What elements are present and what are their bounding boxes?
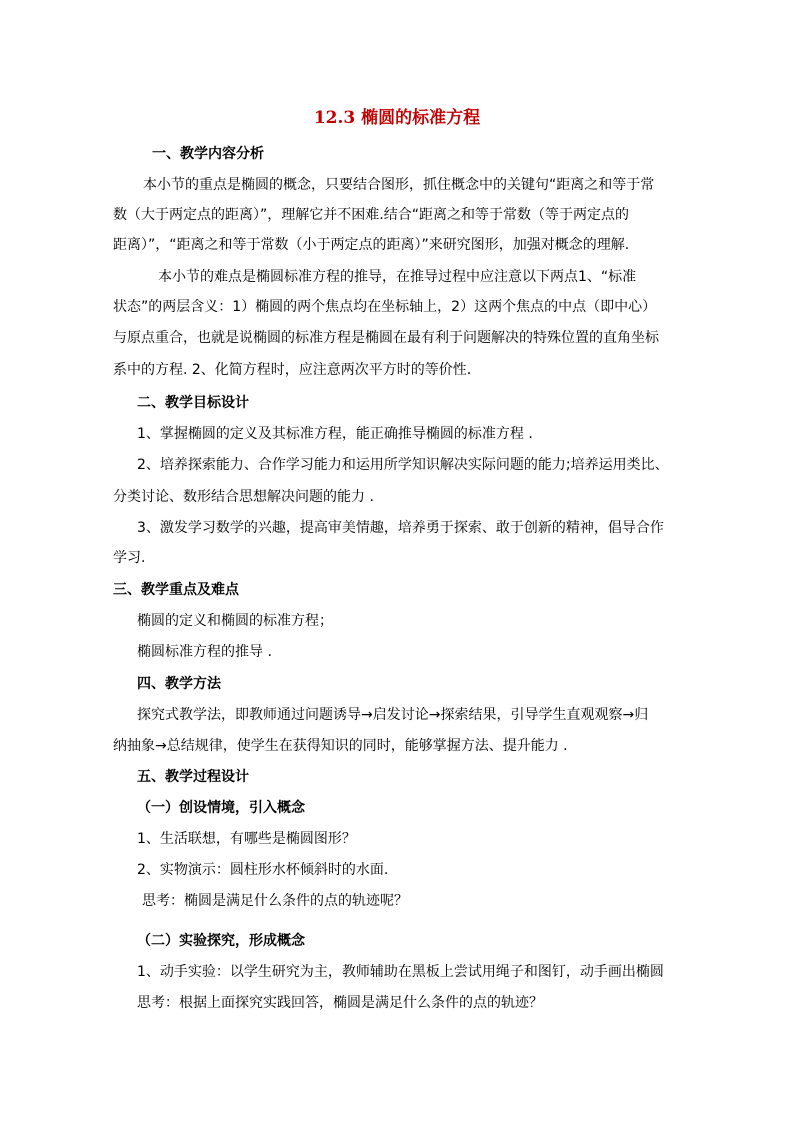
paragraph-line: 思考：椭圆是满足什么条件的点的轨迹呢？ [142, 893, 408, 909]
paragraph-line: 纳抽象→总结规律，使学生在获得知识的同时，能够掌握方法、提升能力 . [113, 738, 568, 754]
list-item: 2、培养探索能力、合作学习能力和运用所学知识解决实际问题的能力;培养运用类比、 [137, 457, 669, 473]
paragraph-line: 数（大于两定点的距离）”，理解它并不困难.结合“距离之和等于常数（等于两定点的 [113, 207, 629, 223]
section-heading-process: 五、教学过程设计 [137, 769, 249, 785]
paragraph-line: 椭圆的定义和椭圆的标准方程； [137, 613, 333, 629]
section-heading-content-analysis: 一、教学内容分析 [152, 146, 264, 162]
paragraph-line: 与原点重合，也就是说椭圆的标准方程是椭圆在最有利于问题解决的特殊位置的直角坐标 [113, 330, 659, 346]
paragraph-line: 椭圆标准方程的推导 . [137, 644, 272, 660]
page-title: 12.3 椭圆的标准方程 [313, 108, 481, 128]
list-item: 1、生活联想，有哪些是椭圆图形？ [137, 831, 356, 847]
paragraph-line: 状态”的两层含义：1）椭圆的两个焦点均在坐标轴上，2）这两个焦点的中点（即中心） [113, 299, 657, 315]
paragraph-line: 学习. [113, 550, 146, 566]
section-heading-objectives: 二、教学目标设计 [137, 395, 249, 411]
paragraph-line: 本小节的重点是椭圆的概念，只要结合图形，抓住概念中的关键句“距离之和等于常 [143, 177, 655, 193]
list-item: 1、掌握椭圆的定义及其标准方程，能正确推导椭圆的标准方程 . [137, 426, 533, 442]
subsection-heading: （二）实验探究，形成概念 [137, 933, 305, 949]
paragraph-line: 距离）”，“距离之和等于常数（小于两定点的距离）”来研究图形，加强对概念的理解. [113, 237, 630, 253]
paragraph-line: 本小节的难点是椭圆标准方程的推导，在推导过程中应注意以下两点1、“标准 [158, 269, 637, 285]
section-heading-method: 四、教学方法 [137, 676, 221, 692]
paragraph-line: 思考：根据上面探究实践回答，椭圆是满足什么条件的点的轨迹？ [137, 995, 543, 1011]
list-item: 2、实物演示：圆柱形水杯倾斜时的水面. [137, 862, 389, 878]
subsection-heading: （一）创设情境，引入概念 [137, 800, 305, 816]
list-item: 1、动手实验：以学生研究为主，教师辅助在黑板上尝试用绳子和图钉，动手画出椭圆 [137, 964, 664, 980]
list-item: 3、激发学习数学的兴趣，提高审美情趣，培养勇于探索、敢于创新的精神，倡导合作 [137, 520, 664, 536]
paragraph-line: 系中的方程. 2、化简方程时，应注意两次平方时的等价性. [113, 362, 472, 378]
paragraph-line: 探究式教学法，即教师通过问题诱导→启发讨论→探索结果，引导学生直观观察→归 [137, 707, 649, 723]
section-heading-key-points: 三、教学重点及难点 [113, 582, 239, 598]
paragraph-line: 分类讨论、数形结合思想解决问题的能力 . [113, 489, 374, 505]
